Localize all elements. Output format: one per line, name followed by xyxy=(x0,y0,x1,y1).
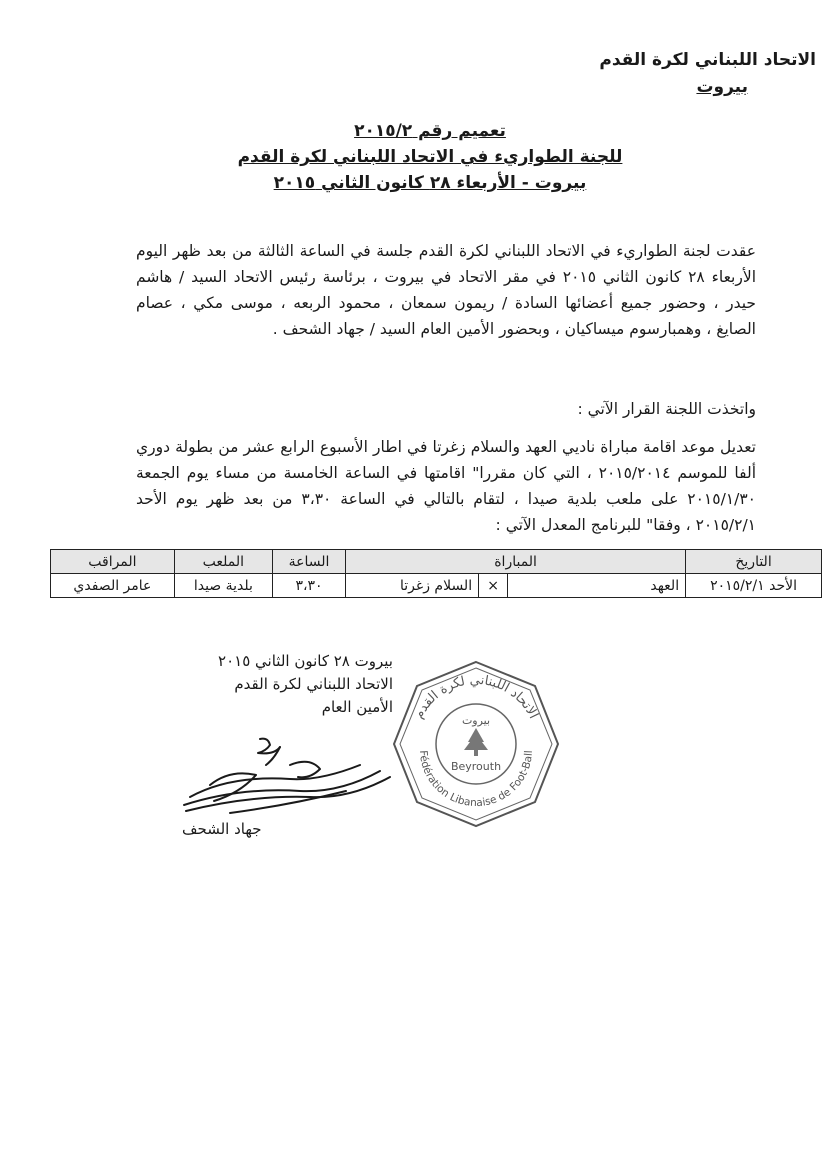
circular-date: بيروت - الأربعاء ٢٨ كانون الثاني ٢٠١٥ xyxy=(273,173,587,193)
meeting-paragraph: عقدت لجنة الطواريء في الاتحاد اللبناني لكرة القدم جلسة في الساعة الثالثة من بعد ظهر اليوم الأربعاء ٢٨ كانون الثاني ٢٠١٥ في مقر الاتحاد في بيروت ، برئاسة رئيس الاتحاد السيد / هاشم حيدر ، وحضور جميع أعضائها السادة / ريمون سمعان ، محمود الربعه ، موسى مكي ، عصام الصايغ ، وهمبارسوم ميساكيان ، وبحضور الأمين العام السيد / جهاد الشحف . xyxy=(136,242,757,338)
header-time: الساعة xyxy=(272,550,345,574)
signature-role: الأمين العام xyxy=(321,698,393,716)
signature-date: بيروت ٢٨ كانون الثاني ٢٠١٥ xyxy=(218,652,393,670)
organization-name: الاتحاد اللبناني لكرة القدم xyxy=(599,50,816,70)
signatory-name: جهاد الشحف xyxy=(182,820,262,838)
stamp-french-ring: Fédération Libanaise de Foot-Ball xyxy=(416,749,536,810)
federation-stamp xyxy=(390,658,562,830)
signature-organization: الاتحاد اللبناني لكرة القدم xyxy=(234,675,393,693)
match-schedule-table xyxy=(50,549,822,598)
header-date: التاريخ xyxy=(686,550,822,574)
decision-intro: واتخذت اللجنة القرار الآتي : xyxy=(577,400,756,418)
header-match: المباراة xyxy=(346,550,686,574)
stamp-arabic-city: بيروت xyxy=(461,714,491,727)
stamp-arabic-ring: الاتحاد اللبناني لكرة القدم xyxy=(411,672,541,722)
svg-text:Fédération Libanaise de Foot-B xyxy=(417,750,535,809)
cell-observer: عامر الصفدي xyxy=(51,574,175,598)
organization-city: بيروت xyxy=(696,77,748,97)
circular-number: تعميم رقم ٢٠١٥/٢ xyxy=(354,121,506,141)
cell-versus: × xyxy=(479,574,508,598)
signature-block xyxy=(133,650,393,719)
handwritten-signature xyxy=(170,735,400,820)
cell-time: ٣،٣٠ xyxy=(272,574,345,598)
stamp-french-city: Beyrouth xyxy=(450,760,502,773)
table-row xyxy=(51,574,822,598)
circular-title-block xyxy=(230,118,630,196)
decision-paragraph: تعديل موعد اقامة مباراة ناديي العهد والسلام زغرتا في اطار الأسبوع الرابع عشر من بطولة دوري ألفا للموسم ٢٠١٥/٢٠١٤ ، التي كان مقررا" اقامتها في الساعة الخامسة من مساء يوم الجمعة ٢٠١٥/١/٣٠ على ملعب بلدية صيدا ، لتقام بالتالي في الساعة ٣،٣٠ من بعد ظهر يوم الأحد ٢٠١٥/٢/١ ، وفقا" للبرنامج المعدل الآتي : xyxy=(136,438,757,534)
cell-date: الأحد ٢٠١٥/٢/١ xyxy=(686,574,822,598)
cell-away-team: السلام زغرتا xyxy=(346,574,479,598)
header-observer: المراقب xyxy=(51,550,175,574)
cell-home-team: العهد xyxy=(508,574,686,598)
cell-venue: بلدية صيدا xyxy=(174,574,272,598)
cedar-tree-icon xyxy=(464,728,488,756)
header-venue: الملعب xyxy=(174,550,272,574)
committee-title: للجنة الطواريء في الاتحاد اللبناني لكرة القدم xyxy=(237,147,623,167)
table-header-row xyxy=(51,550,822,574)
